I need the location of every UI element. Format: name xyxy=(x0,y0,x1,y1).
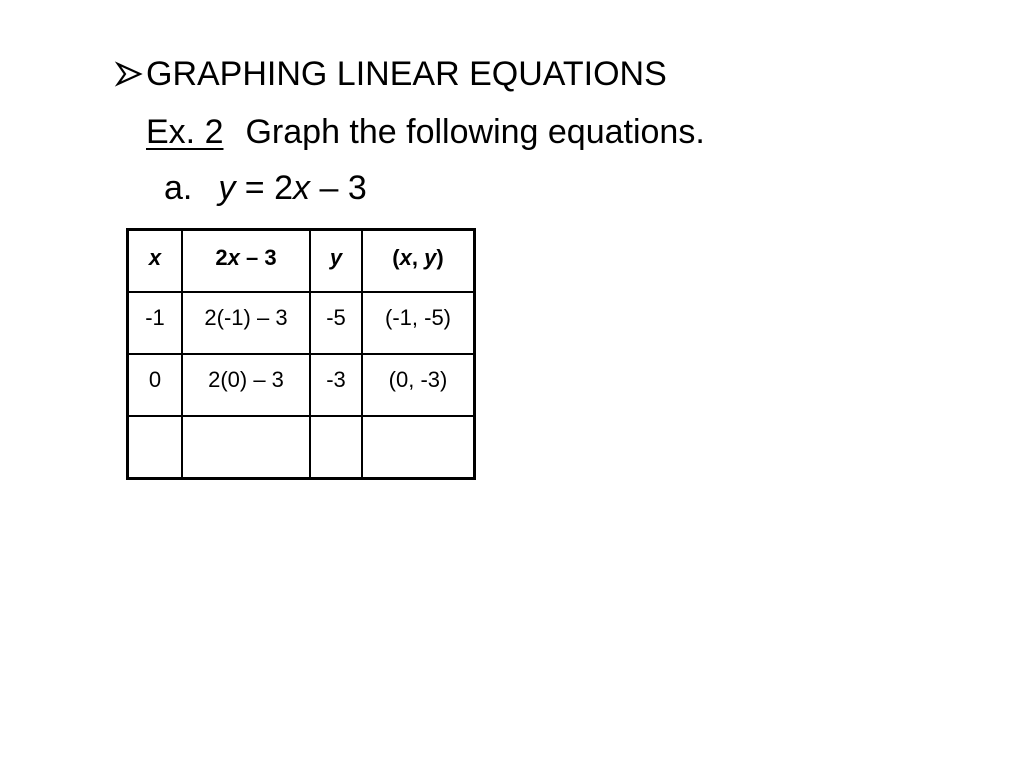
value-table xyxy=(126,228,476,480)
equation-part-label: a. xyxy=(164,169,193,207)
equation-lhs: y xyxy=(218,169,236,207)
example-instruction: Graph the following equations. xyxy=(245,113,705,151)
equation-var: x xyxy=(293,169,311,207)
example-line xyxy=(146,110,705,154)
example-label: Ex. 2 xyxy=(146,113,224,151)
table-header-row xyxy=(128,230,475,293)
header-x: x xyxy=(128,230,183,293)
header-pair: (x, y) xyxy=(362,230,475,293)
equation-rest: – 3 xyxy=(310,169,367,207)
cell-y xyxy=(310,416,362,479)
header-y: y xyxy=(310,230,362,293)
cell-expression: 2(0) – 3 xyxy=(182,354,310,416)
cell-x: 0 xyxy=(128,354,183,416)
header-expression: 2x – 3 xyxy=(182,230,310,293)
cell-x xyxy=(128,416,183,479)
cell-x: -1 xyxy=(128,292,183,354)
cell-pair: (0, -3) xyxy=(362,354,475,416)
cell-y: -3 xyxy=(310,354,362,416)
cell-expression xyxy=(182,416,310,479)
heading-text: GRAPHING LINEAR EQUATIONS xyxy=(146,55,667,93)
cell-pair xyxy=(362,416,475,479)
table-row xyxy=(128,292,475,354)
cell-y: -5 xyxy=(310,292,362,354)
table-row xyxy=(128,354,475,416)
slide-heading xyxy=(114,52,667,96)
equation-equals: = 2 xyxy=(235,169,294,207)
equation-line xyxy=(164,166,367,210)
table-row xyxy=(128,416,475,479)
cell-expression: 2(-1) – 3 xyxy=(182,292,310,354)
arrow-bullet-icon xyxy=(114,59,144,89)
cell-pair: (-1, -5) xyxy=(362,292,475,354)
